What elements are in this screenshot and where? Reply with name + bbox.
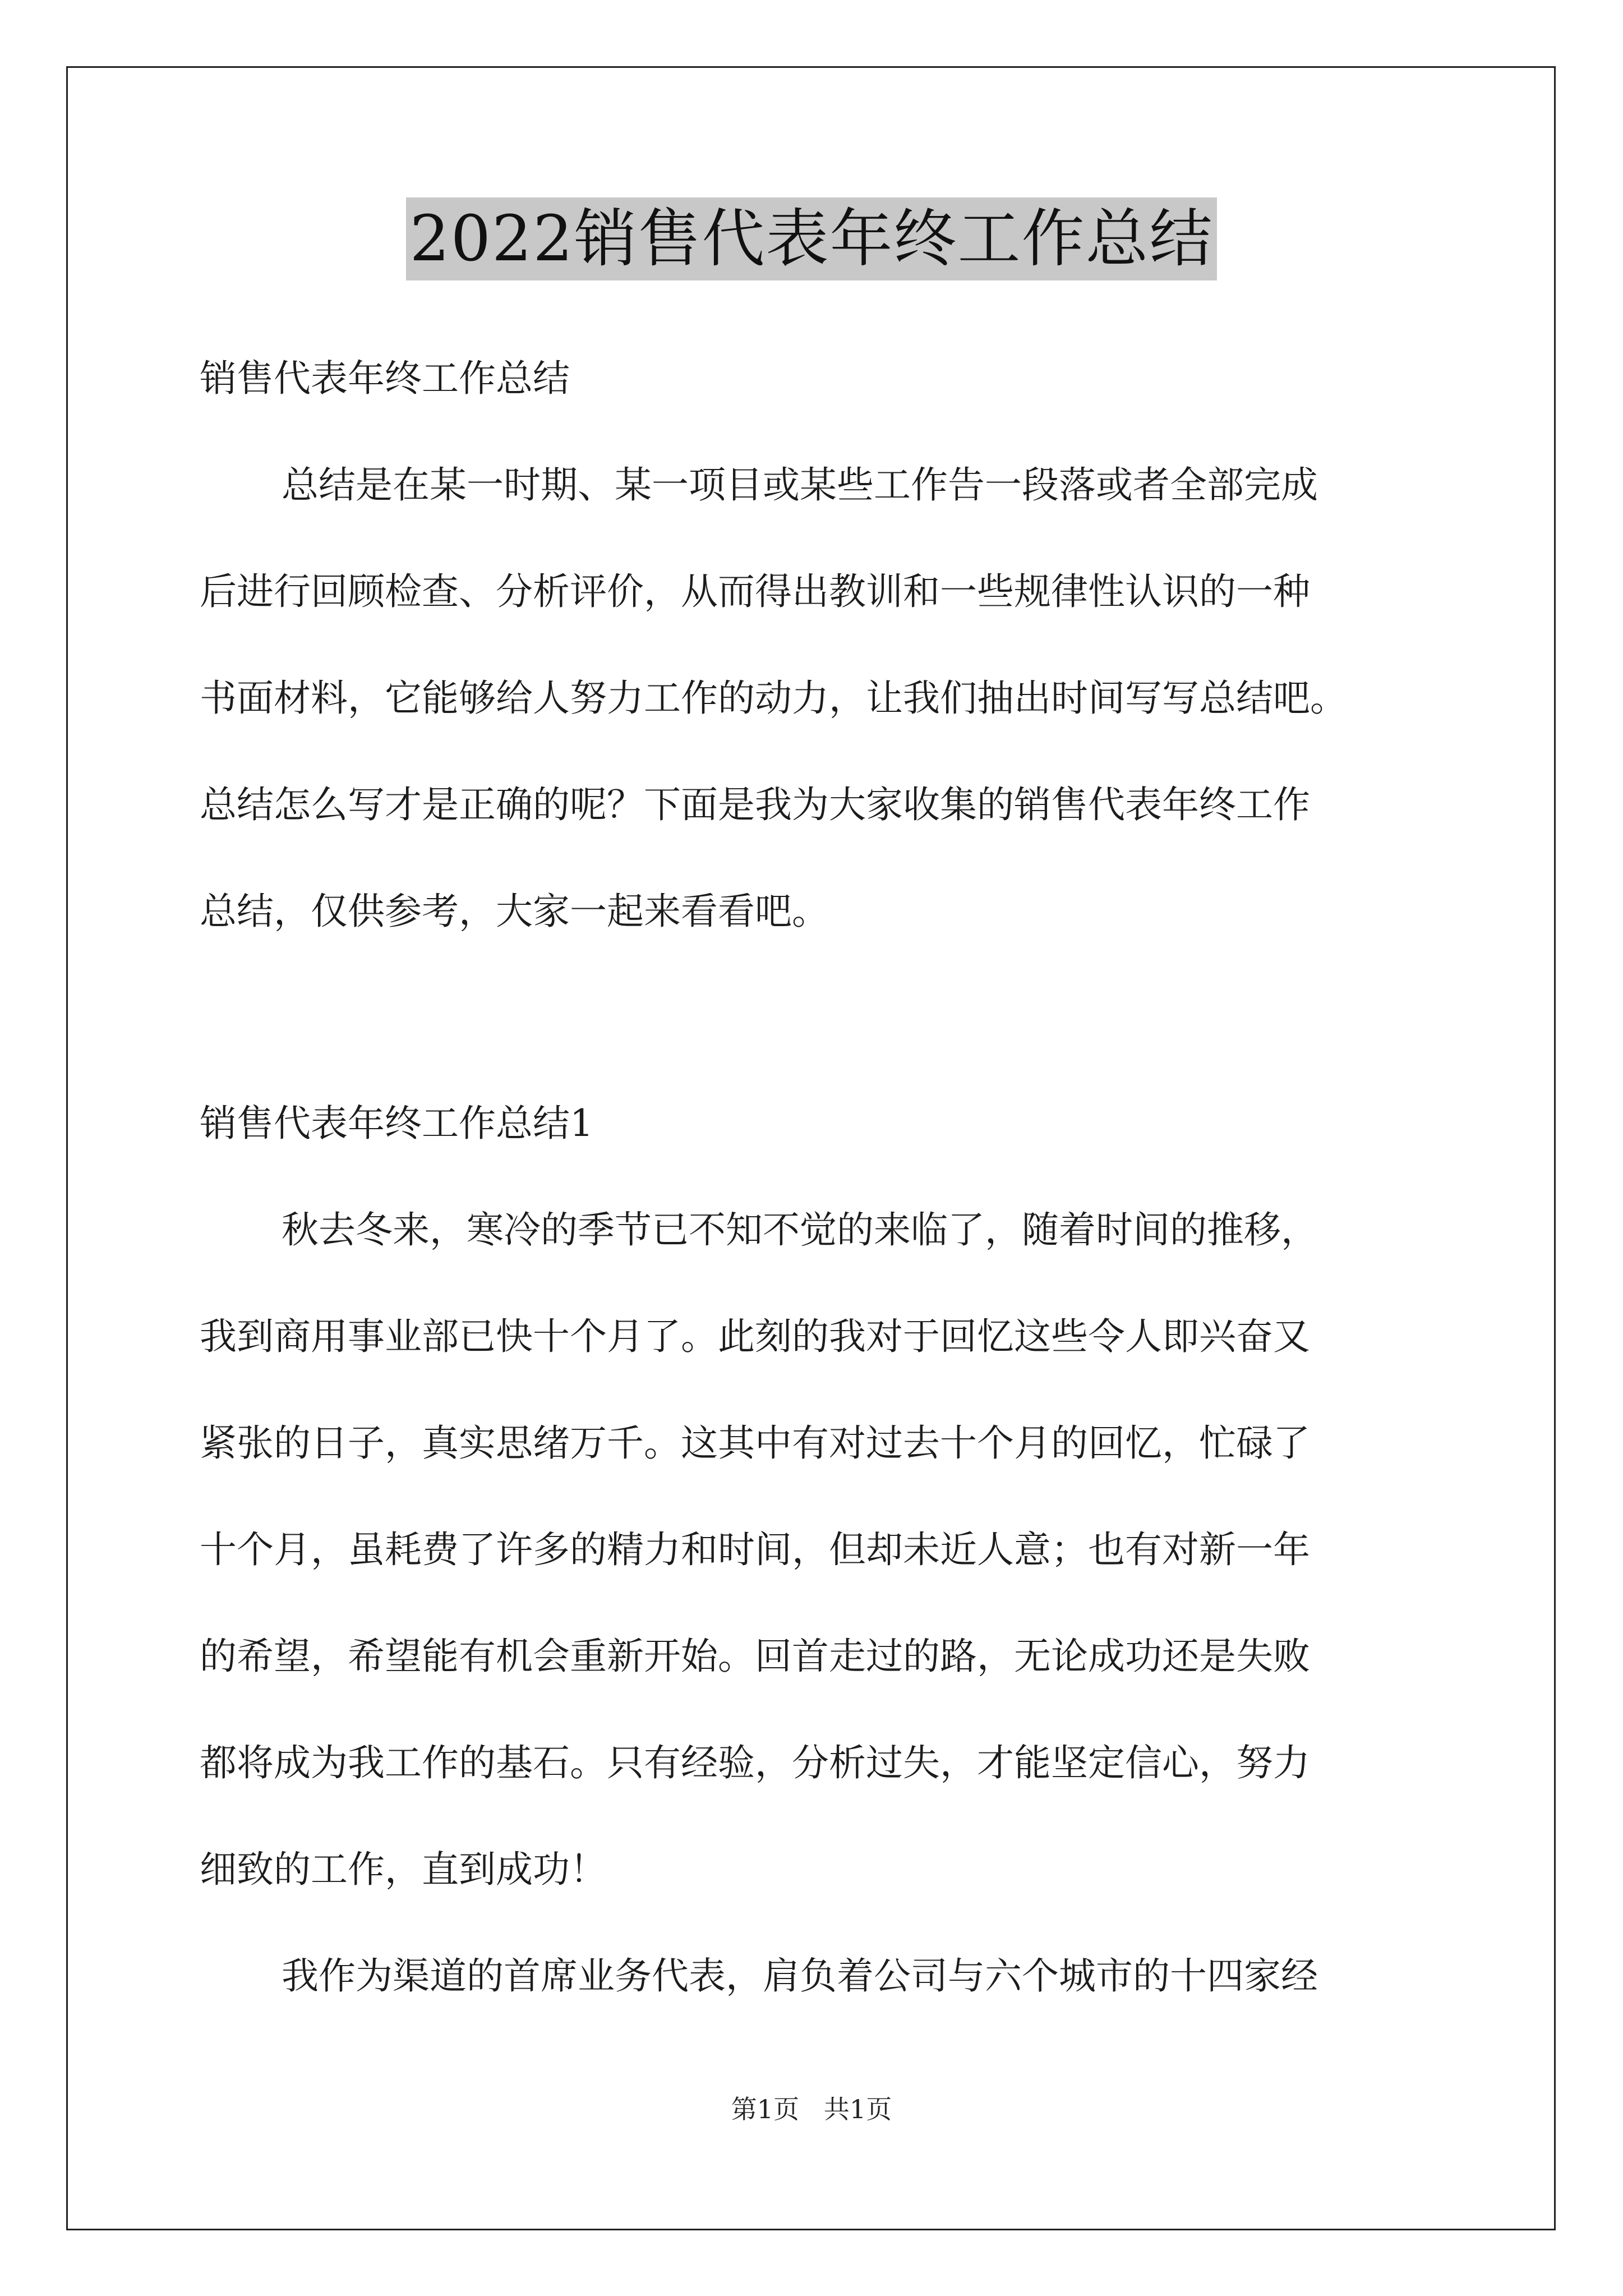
intro-line: 总结怎么写才是正确的呢？下面是我为大家收集的销售代表年终工作 bbox=[200, 783, 1310, 826]
paragraph-line: 紧张的日子，真实思绪万千。这其中有对过去十个月的回忆，忙碌了 bbox=[200, 1421, 1310, 1465]
paragraph-line: 细致的工作，直到成功！ bbox=[200, 1848, 607, 1891]
page-number-footer: 第1页 共1页 bbox=[731, 2094, 892, 2124]
paragraph-line: 十个月，虽耗费了许多的精力和时间，但却未近人意；也有对新一年 bbox=[200, 1528, 1310, 1571]
intro-line: 书面材料，它能够给人努力工作的动力，让我们抽出时间写写总结吧。 bbox=[200, 677, 1347, 720]
paragraph-line: 秋去冬来，寒冷的季节已不知不觉的来临了，随着时间的推移， bbox=[282, 1208, 1318, 1251]
document-title: 2022销售代表年终工作总结 bbox=[406, 197, 1216, 280]
paragraph-line: 都将成为我工作的基石。只有经验，分析过失，才能坚定信心，努力 bbox=[200, 1741, 1310, 1784]
paragraph-line: 我到商用事业部已快十个月了。此刻的我对于回忆这些令人即兴奋又 bbox=[200, 1315, 1310, 1358]
intro-line: 总结，仅供参考，大家一起来看看吧。 bbox=[200, 890, 829, 933]
section-heading: 销售代表年终工作总结1 bbox=[200, 1102, 593, 1145]
paragraph-line: 的希望，希望能有机会重新开始。回首走过的路，无论成功还是失败 bbox=[200, 1635, 1310, 1678]
title-container bbox=[0, 197, 1623, 280]
paragraph-line: 我作为渠道的首席业务代表，肩负着公司与六个城市的十四家经 bbox=[282, 1954, 1318, 1998]
intro-line: 总结是在某一时期、某一项目或某些工作告一段落或者全部完成 bbox=[282, 463, 1318, 507]
intro-line: 后进行回顾检查、分析评价，从而得出教训和一些规律性认识的一种 bbox=[200, 570, 1310, 613]
subtitle: 销售代表年终工作总结 bbox=[200, 357, 570, 400]
